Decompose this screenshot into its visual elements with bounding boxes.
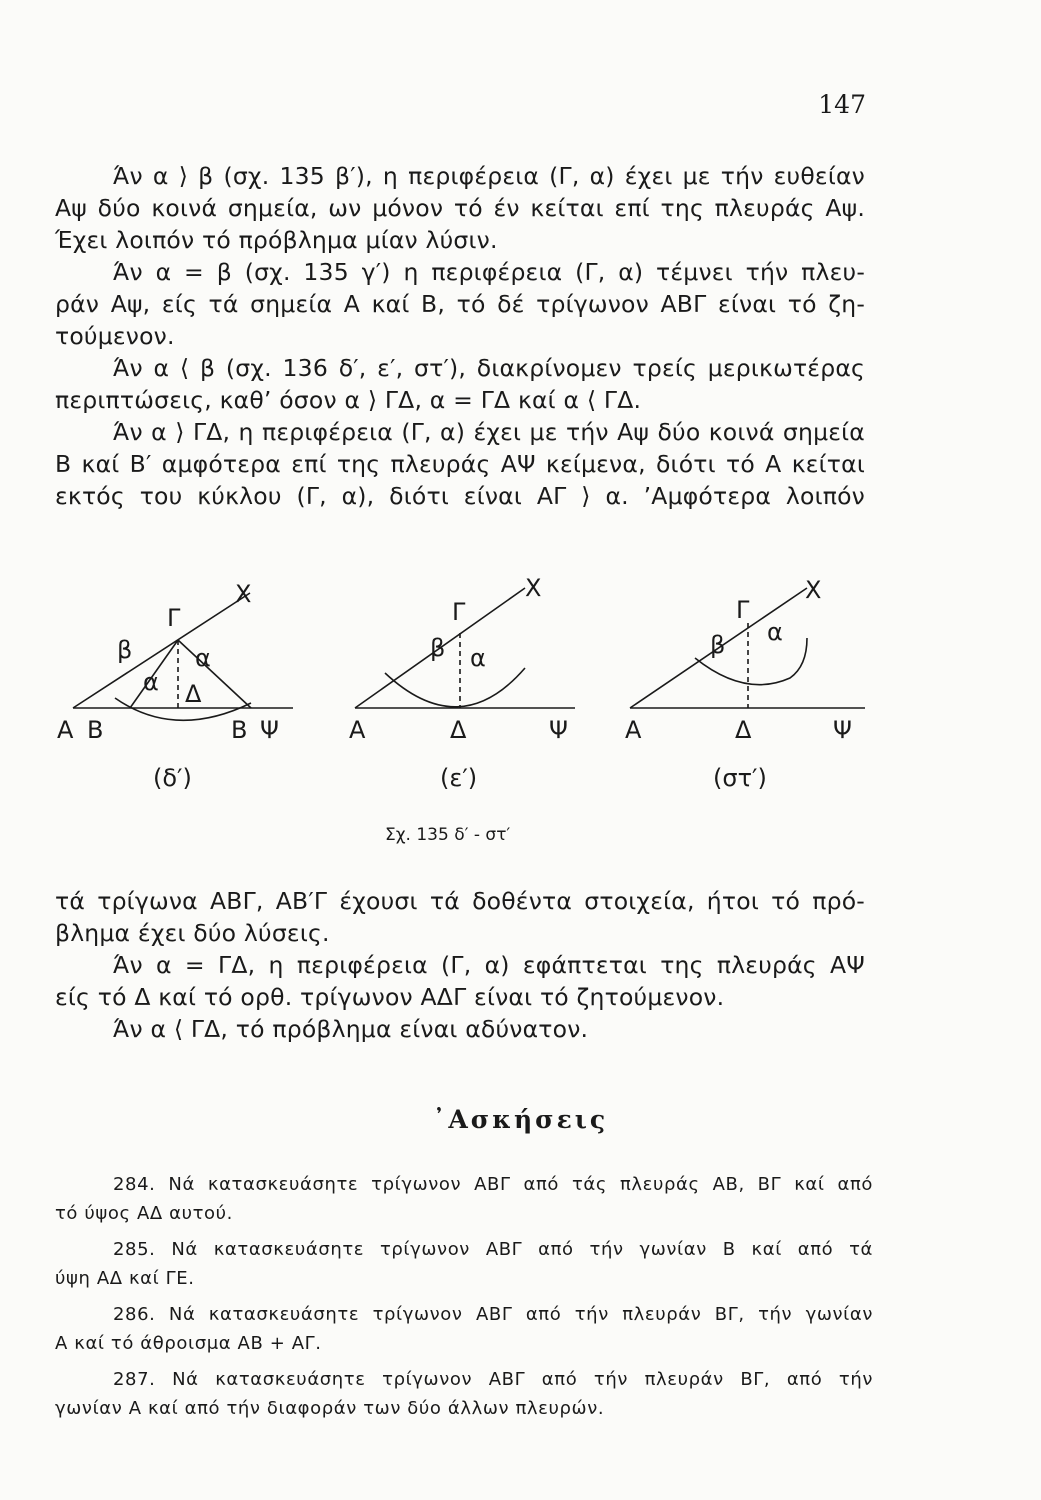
exercise-first-line [55,1170,873,1199]
exercise-second-line: τό ύψος ΑΔ αυτού. [55,1203,233,1224]
text-line: τά τρίγωνα ΑΒΓ, ΑΒ′Γ έχουσι τά δοθέντα στοιχεία, ήτοι τό πρό- [55,887,865,915]
point-label: Α [625,716,642,744]
point-label: Δ [450,716,467,744]
angle-mark: α [470,644,486,672]
panel-label: (δ′) [153,764,192,792]
exercise-text: Νά κατασκευάσητε τρίγωνον ΑΒΓ από τήν πλευράν ΒΓ, από τήν [172,1369,874,1390]
panel-label: (ε′) [440,764,478,792]
exercise-item [55,1365,873,1423]
angle-mark: α [195,644,211,672]
exercise-second-line: ύψη ΑΔ καί ΓΕ. [55,1268,195,1289]
point-label: Β [231,716,248,744]
text-line: βλημα έχει δύο λύσεις. [55,919,330,947]
exercise-number: 285. [113,1239,156,1260]
text-line: Άν α = β (σχ. 135 γ′) η περιφέρεια (Γ, α) τέμνει τήν πλευ- [113,258,865,286]
exercise-second-line: γωνίαν Α καί από τήν διαφοράν των δύο άλλων πλευρών. [55,1398,605,1419]
exercise-item [55,1235,873,1293]
angle-mark: α [143,668,159,696]
point-label: Δ [735,716,752,744]
exercises-list [55,1170,873,1430]
text-line: Άν α = ΓΔ, η περιφέρεια (Γ, α) εφάπτεται της πλευράς ΑΨ [113,951,865,979]
figure-svg [55,578,885,848]
exercises-heading: ᾿Ασκήσεις [432,1105,609,1134]
exercise-text: Νά κατασκευάσητε τρίγωνον ΑΒΓ από τήν πλευράν ΒΓ, τήν γωνίαν [168,1304,873,1325]
figure-panel-delta [73,593,293,720]
point-label: Γ [736,596,750,624]
point-label: Ψ [833,716,852,744]
exercise-number: 287. [113,1369,156,1390]
exercise-number: 286. [113,1304,156,1325]
figure-caption: Σχ. 135 δ′ - στ′ [385,825,511,845]
text-line: τούμενον. [55,322,175,350]
point-label: Γ [452,598,466,626]
body-text-top [55,160,865,512]
point-label: Δ [185,680,202,708]
text-line: Άν α ⟨ β (σχ. 136 δ′, ε′, στ′), διακρίνομεν τρείς μερικωτέρας [113,354,865,382]
panel-label: (στ′) [713,764,767,792]
point-label: Χ [235,580,252,608]
text-line: Άν α ⟩ β (σχ. 135 β′), η περιφέρεια (Γ, α) έχει με τήν ευθείαν [113,162,865,190]
point-label: Α [57,716,74,744]
exercise-first-line [55,1235,873,1264]
point-label: Χ [805,578,822,604]
exercise-text: Νά κατασκευάσητε τρίγωνον ΑΒΓ από τάς πλευράς ΑΒ, ΒΓ καί από [168,1174,873,1195]
body-text-bottom [55,885,865,1045]
exercise-text: Νά κατασκευάσητε τρίγωνον ΑΒΓ από τήν γωνίαν Β καί από τά [171,1239,874,1260]
figure-135 [55,578,885,848]
point-label: Α [349,716,366,744]
angle-mark: α [767,618,783,646]
text-line: Άν α ⟨ ΓΔ, τό πρόβλημα είναι αδύνατον. [113,1015,589,1043]
exercise-item [55,1300,873,1358]
ray-ax [73,593,250,708]
point-label: Ψ [260,716,279,744]
text-line: Έχει λοιπόν τό πρόβλημα μίαν λύσιν. [55,226,498,254]
exercise-item [55,1170,873,1228]
text-line: Β καί Β′ αμφότερα επί της πλευράς ΑΨ κείμενα, διότι τό Α κείται [55,450,865,478]
exercise-first-line [55,1365,873,1394]
text-line: είς τό Δ καί τό ορθ. τρίγωνον ΑΔΓ είναι τό ζητούμενον. [55,983,725,1011]
angle-mark: β [430,634,446,662]
exercise-first-line [55,1300,873,1329]
exercise-number: 284. [113,1174,156,1195]
point-label: Ψ [549,716,568,744]
text-line: Αψ δύο κοινά σημεία, ων μόνον τό έν κείται επί της πλευράς Αψ. [55,194,865,222]
text-line: Άν α ⟩ ΓΔ, η περιφέρεια (Γ, α) έχει με τήν Αψ δύο κοινά σημεία [113,418,865,446]
angle-mark: β [117,636,133,664]
angle-mark: β [710,631,726,659]
page-number: 147 [818,90,866,119]
exercise-second-line: Α καί τό άθροισμα ΑΒ + ΑΓ. [55,1333,322,1354]
point-label: Β [87,716,104,744]
point-label: Χ [525,578,542,602]
point-label: Γ [167,604,181,632]
text-line: περιπτώσεις, καθ’ όσον α ⟩ ΓΔ, α = ΓΔ καί α ⟨ ΓΔ. [55,386,642,414]
text-line: εκτός του κύκλου (Γ, α), διότι είναι ΑΓ ⟩ α. ’Αμφότερα λοιπόν [55,482,865,510]
text-line: ράν Αψ, είς τά σημεία Α καί Β, τό δέ τρίγωνον ΑΒΓ είναι τό ζη- [55,290,865,318]
circle-arc [385,668,525,707]
